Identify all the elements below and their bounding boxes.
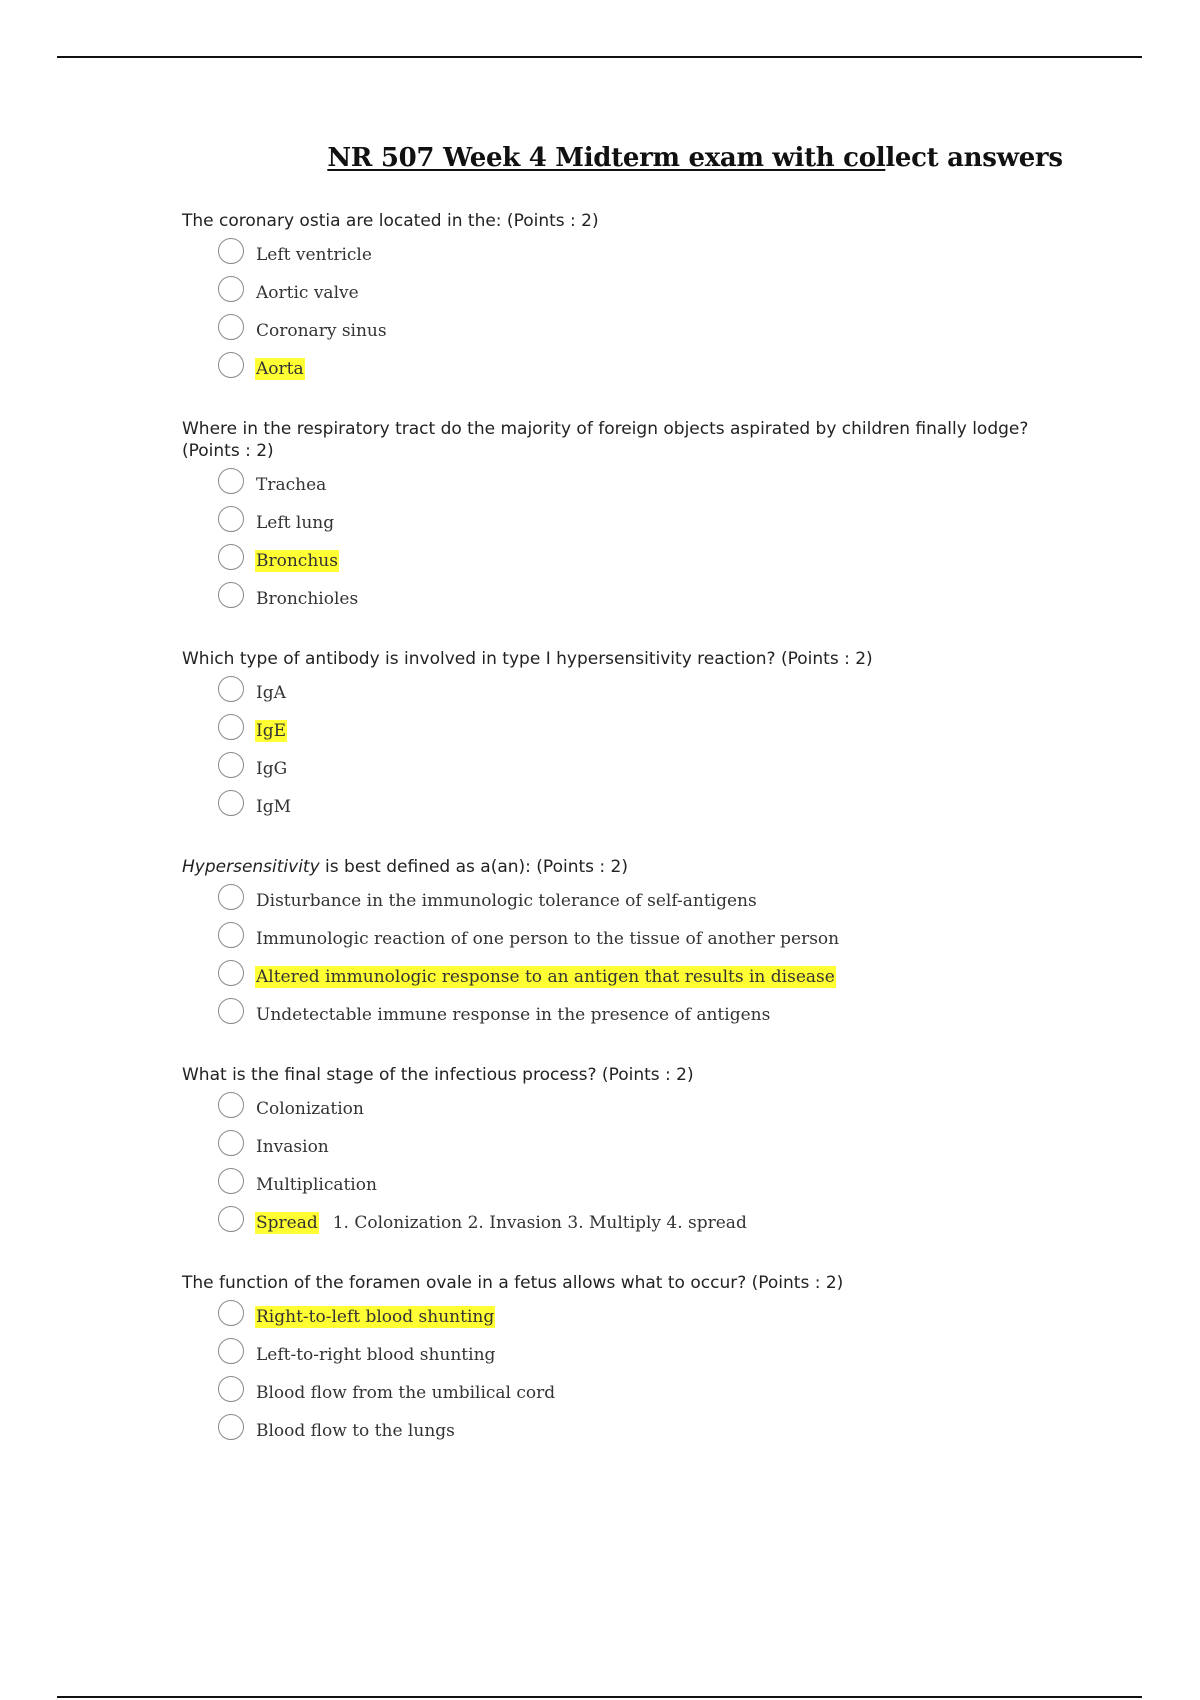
option-aorta[interactable] — [218, 350, 1042, 388]
option-label: Multiplication — [256, 1175, 377, 1195]
option-label-highlighted: Right-to-left blood shunting — [256, 1307, 495, 1327]
option-igg[interactable] — [218, 750, 1042, 788]
option-disturbance-tolerance[interactable] — [218, 882, 1042, 920]
option-label: Disturbance in the immunologic tolerance of self-antigens — [256, 891, 757, 911]
question-2 — [182, 418, 1042, 618]
bottom-rule — [57, 1696, 1142, 1698]
radio-button[interactable] — [218, 1300, 244, 1326]
option-trachea[interactable] — [218, 466, 1042, 504]
option-undetectable-response[interactable] — [218, 996, 1042, 1034]
option-label: Blood flow from the umbilical cord — [256, 1383, 556, 1403]
question-text: What is the final stage of the infectious process? (Points : 2) — [182, 1065, 694, 1085]
option-label-highlighted: Spread — [256, 1213, 318, 1233]
option-spread[interactable] — [218, 1204, 1042, 1242]
option-label-highlighted: Bronchus — [256, 551, 338, 571]
question-text: The coronary ostia are located in the: (Points : 2) — [182, 211, 599, 231]
option-right-to-left[interactable] — [218, 1298, 1042, 1336]
option-multiplication[interactable] — [218, 1166, 1042, 1204]
radio-button[interactable] — [218, 314, 244, 340]
option-label: Left lung — [256, 513, 335, 533]
option-igm[interactable] — [218, 788, 1042, 826]
radio-button[interactable] — [218, 1092, 244, 1118]
radio-button[interactable] — [218, 1414, 244, 1440]
radio-button[interactable] — [218, 1168, 244, 1194]
question-1 — [182, 210, 1042, 388]
radio-button[interactable] — [218, 1338, 244, 1364]
question-text: Which type of antibody is involved in type I hypersensitivity reaction? (Points : 2) — [182, 649, 873, 669]
radio-button[interactable] — [218, 506, 244, 532]
option-label: Colonization — [256, 1099, 364, 1119]
option-left-to-right[interactable] — [218, 1336, 1042, 1374]
question-text-rest: is best defined as a(an): (Points : 2) — [319, 857, 628, 877]
option-bronchus[interactable] — [218, 542, 1042, 580]
option-label: Coronary sinus — [256, 321, 387, 341]
option-immunologic-reaction[interactable] — [218, 920, 1042, 958]
option-altered-response[interactable] — [218, 958, 1042, 996]
radio-button[interactable] — [218, 1206, 244, 1232]
option-ige[interactable] — [218, 712, 1042, 750]
question-4 — [182, 856, 1042, 1034]
answer-note: 1. Colonization 2. Invasion 3. Multiply 4. spread — [332, 1213, 747, 1233]
question-text: The function of the foramen ovale in a fetus allows what to occur? (Points : 2) — [182, 1273, 844, 1293]
option-left-lung[interactable] — [218, 504, 1042, 542]
radio-button[interactable] — [218, 884, 244, 910]
option-label: Aortic valve — [256, 283, 359, 303]
option-label-highlighted: Altered immunologic response to an antigen that results in disease — [256, 967, 835, 987]
radio-button[interactable] — [218, 238, 244, 264]
option-label: Left-to-right blood shunting — [256, 1345, 496, 1365]
option-label-highlighted: Aorta — [256, 359, 304, 379]
option-colonization[interactable] — [218, 1090, 1042, 1128]
question-text — [182, 856, 1042, 878]
option-label: IgG — [256, 759, 288, 779]
radio-button[interactable] — [218, 276, 244, 302]
option-bronchioles[interactable] — [218, 580, 1042, 618]
radio-button[interactable] — [218, 960, 244, 986]
radio-button[interactable] — [218, 790, 244, 816]
option-umbilical-cord[interactable] — [218, 1374, 1042, 1412]
option-left-ventricle[interactable] — [218, 236, 1042, 274]
radio-button[interactable] — [218, 352, 244, 378]
radio-button[interactable] — [218, 998, 244, 1024]
radio-button[interactable] — [218, 1130, 244, 1156]
radio-button[interactable] — [218, 544, 244, 570]
question-3 — [182, 648, 1042, 826]
option-coronary-sinus[interactable] — [218, 312, 1042, 350]
option-label: Undetectable immune response in the presence of antigens — [256, 1005, 771, 1025]
option-aortic-valve[interactable] — [218, 274, 1042, 312]
radio-button[interactable] — [218, 752, 244, 778]
option-iga[interactable] — [218, 674, 1042, 712]
option-label: IgM — [256, 797, 292, 817]
question-6 — [182, 1272, 1042, 1450]
question-text: Where in the respiratory tract do the majority of foreign objects aspirated by children finally lodge? (Points : 2) — [182, 419, 1029, 461]
option-label: IgA — [256, 683, 286, 703]
radio-button[interactable] — [218, 676, 244, 702]
question-5 — [182, 1064, 1042, 1242]
radio-button[interactable] — [218, 1376, 244, 1402]
option-label: Invasion — [256, 1137, 329, 1157]
radio-button[interactable] — [218, 582, 244, 608]
top-rule — [57, 56, 1142, 58]
option-flow-to-lungs[interactable] — [218, 1412, 1042, 1450]
option-label: Trachea — [256, 475, 327, 495]
option-label: Bronchioles — [256, 589, 359, 609]
document-title — [0, 143, 1200, 173]
option-label: Left ventricle — [256, 245, 372, 265]
option-label: Blood flow to the lungs — [256, 1421, 455, 1441]
option-invasion[interactable] — [218, 1128, 1042, 1166]
question-text-italic: Hypersensitivity — [182, 857, 320, 877]
radio-button[interactable] — [218, 922, 244, 948]
option-label-highlighted: IgE — [256, 721, 287, 741]
radio-button[interactable] — [218, 714, 244, 740]
title-underlined-part: NR 507 Week 4 Midterm exam with col — [327, 143, 886, 173]
radio-button[interactable] — [218, 468, 244, 494]
title-rest-part: lect answers — [885, 143, 1063, 173]
option-label: Immunologic reaction of one person to the tissue of another person — [256, 929, 840, 949]
